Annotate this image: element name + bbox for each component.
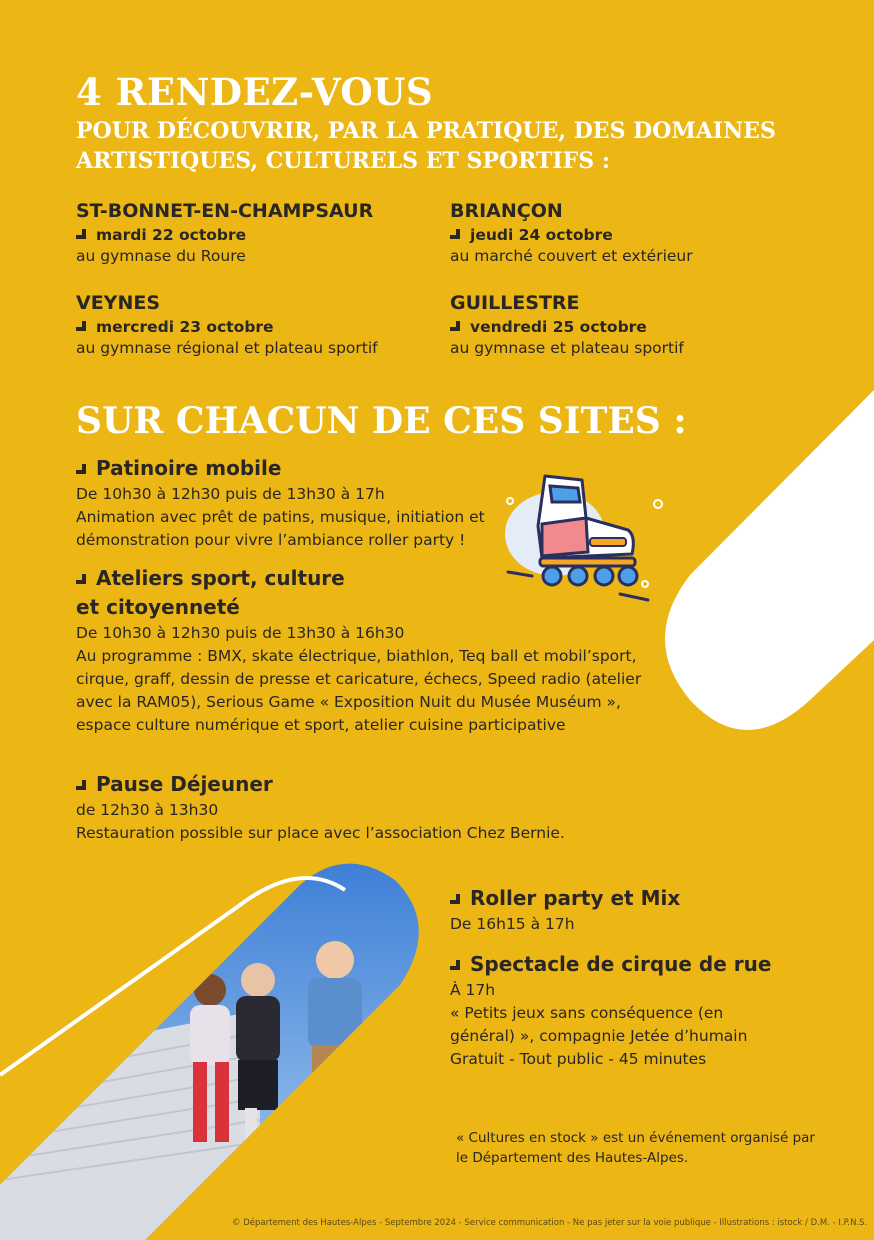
page-title: 4 RENDEZ-VOUS [76, 70, 434, 114]
activity-hours: De 10h30 à 12h30 puis de 13h30 à 16h30 [76, 624, 405, 642]
activity-patinoire [76, 454, 516, 552]
bullet-corner-icon [76, 229, 86, 239]
activity-title: Pause Déjeuner [96, 772, 273, 796]
bullet-corner-icon [76, 574, 86, 584]
venue-place: au gymnase régional et plateau sportif [76, 339, 378, 357]
activity-description: Restauration possible sur place avec l’association Chez Bernie. [76, 824, 565, 842]
venue-city: BRIANÇON [450, 200, 563, 222]
activity-title: Patinoire mobile [96, 456, 282, 480]
activity-description: Animation avec prêt de patins, musique, initiation et démonstration pour vivre l’ambiance roller party ! [76, 508, 485, 549]
activity-hours: De 16h15 à 17h [450, 915, 575, 933]
venue-date: mercredi 23 octobre [96, 318, 274, 336]
venue-date: mardi 22 octobre [96, 226, 247, 244]
venue-place: au gymnase du Roure [76, 247, 246, 265]
activity-title-line2: et citoyenneté [76, 595, 240, 619]
activity-roller [450, 884, 830, 936]
activity-hours: De 10h30 à 12h30 puis de 13h30 à 17h [76, 485, 385, 503]
venue-city: VEYNES [76, 292, 161, 314]
venue-date: vendredi 25 octobre [470, 318, 647, 336]
venue-place: au marché couvert et extérieur [450, 247, 693, 265]
activity-title: Roller party et Mix [470, 886, 681, 910]
venue-city: GUILLESTRE [450, 292, 580, 314]
activity-title: Ateliers sport, culture [96, 566, 345, 590]
bullet-corner-icon [76, 780, 86, 790]
bullet-corner-icon [450, 229, 460, 239]
page-subtitle: POUR DÉCOUVRIR, PAR LA PRATIQUE, DES DOMAINES ARTISTIQUES, CULTURELS ET SPORTIFS : [76, 118, 776, 174]
venue-briancon [450, 200, 693, 265]
venue-place: au gymnase et plateau sportif [450, 339, 684, 357]
activity-description: Au programme : BMX, skate électrique, biathlon, Teq ball et mobil’sport, cirque, graff, dessin de presse et caricature, échecs, Speed radio (atelier avec la RAM05), Serious Game « Exposition Nuit du Musée Muséum », espace culture numérique et sport, atelier cuisine participative [76, 647, 642, 734]
copyright: © Département des Hautes-Alpes - Septembre 2024 - Service communication - Ne pas jeter sur la voie publique - Illustrations : istock / D.M. - I.P.N.S. [232, 1218, 868, 1228]
activity-hours: de 12h30 à 13h30 [76, 801, 219, 819]
activity-pause [76, 770, 636, 845]
activity-description-line2: général) », compagnie Jetée d’humain [450, 1027, 748, 1045]
bullet-corner-icon [450, 894, 460, 904]
activity-description-line3: Gratuit - Tout public - 45 minutes [450, 1050, 707, 1068]
venue-date: jeudi 24 octobre [470, 226, 613, 244]
activity-spectacle [450, 950, 850, 1071]
bullet-corner-icon [450, 960, 460, 970]
sites-heading: SUR CHACUN DE CES SITES : [76, 400, 687, 442]
activity-title: Spectacle de cirque de rue [470, 952, 772, 976]
white-diagonal-band [665, 390, 874, 730]
bullet-corner-icon [76, 464, 86, 474]
activity-description-line1: « Petits jeux sans conséquence (en [450, 1004, 724, 1022]
activity-hours: À 17h [450, 981, 496, 999]
venue-city: ST-BONNET-EN-CHAMPSAUR [76, 200, 374, 222]
footer-note: « Cultures en stock » est un événement organisé par le Département des Hautes-Alpes. [456, 1130, 815, 1166]
activity-ateliers [76, 564, 656, 737]
venue-guillestre [450, 292, 684, 357]
venue-st-bonnet [76, 200, 373, 265]
venue-veynes [76, 292, 378, 357]
bullet-corner-icon [76, 321, 86, 331]
bullet-corner-icon [450, 321, 460, 331]
